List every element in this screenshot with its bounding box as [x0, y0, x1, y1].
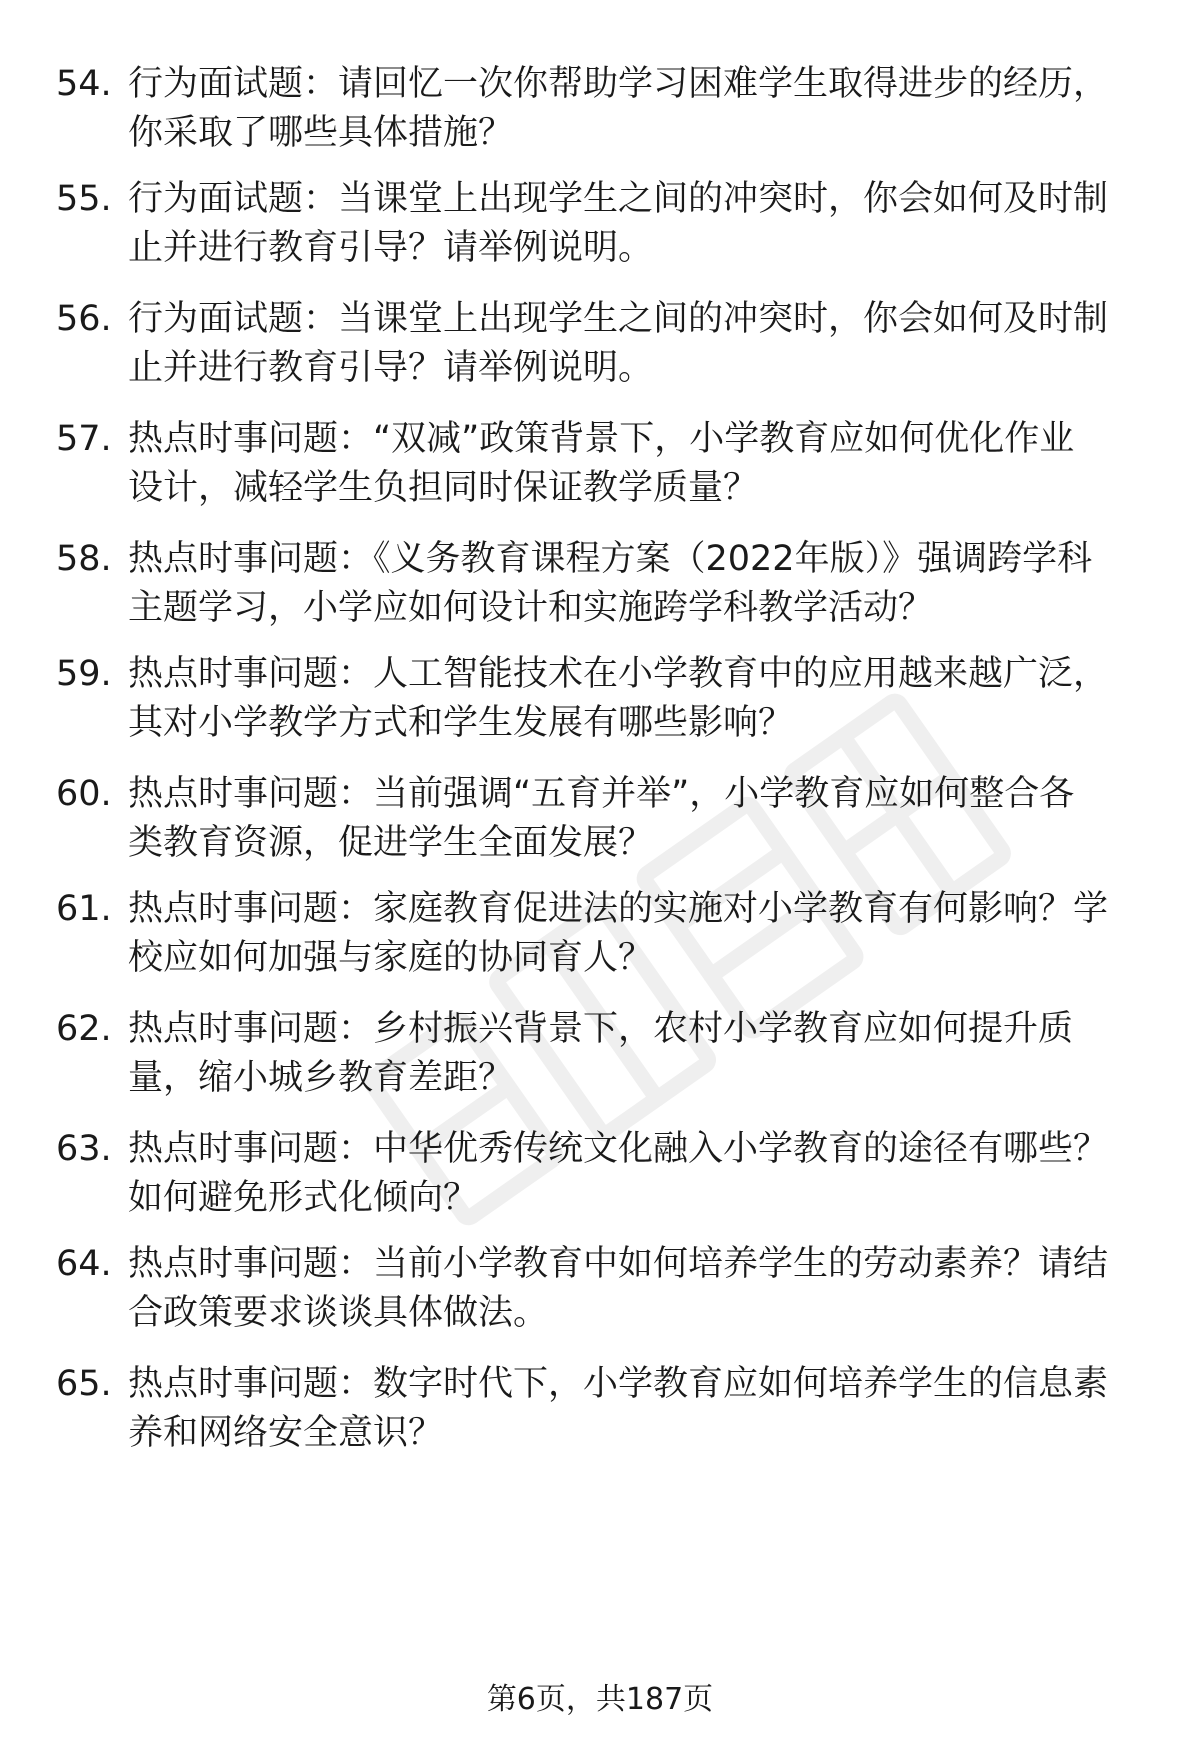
question-number: 65. [56, 1364, 112, 1404]
question-number: 54. [56, 64, 112, 104]
question-text [128, 650, 1200, 748]
question-text [128, 1005, 1200, 1103]
question-line: 校应如何加强与家庭的协同育人？ [128, 938, 654, 978]
question-text [128, 1125, 1200, 1223]
question-line: 行为面试题：请回忆一次你帮助学习困难学生取得进步的经历， [128, 64, 1109, 104]
question-text [128, 770, 1200, 868]
page-number: 第6页，共187页 [486, 1682, 714, 1717]
question-text [128, 175, 1200, 273]
question-text [128, 1360, 1200, 1458]
question-line: 热点时事问题：当前小学教育中如何培养学生的劳动素养？请结 [128, 1244, 1109, 1284]
question-text [128, 885, 1200, 983]
question-number: 59. [56, 654, 112, 694]
question-line: 热点时事问题：“双减”政策背景下，小学教育应如何优化作业 [128, 419, 1075, 459]
question-line: 行为面试题：当课堂上出现学生之间的冲突时，你会如何及时制 [128, 179, 1109, 219]
question-line: 止并进行教育引导？请举例说明。 [128, 348, 654, 388]
question-text [128, 415, 1200, 513]
question-line: 热点时事问题：《义务教育课程方案（2022年版）》强调跨学科 [128, 539, 1093, 579]
question-line: 热点时事问题：当前强调“五育并举”，小学教育应如何整合各 [128, 774, 1075, 814]
question-number: 60. [56, 774, 112, 814]
question-line: 热点时事问题：乡村振兴背景下，农村小学教育应如何提升质 [128, 1009, 1074, 1049]
question-number: 57. [56, 419, 112, 459]
question-number: 63. [56, 1129, 112, 1169]
question-number: 56. [56, 299, 112, 339]
question-line: 热点时事问题：数字时代下，小学教育应如何培养学生的信息素 [128, 1364, 1109, 1404]
question-line: 其对小学教学方式和学生发展有哪些影响？ [128, 703, 794, 743]
question-text [128, 295, 1200, 393]
question-line: 行为面试题：当课堂上出现学生之间的冲突时，你会如何及时制 [128, 299, 1109, 339]
question-line: 热点时事问题：人工智能技术在小学教育中的应用越来越广泛， [128, 654, 1109, 694]
question-number: 58. [56, 539, 112, 579]
question-line: 主题学习，小学应如何设计和实施跨学科教学活动？ [128, 588, 934, 628]
question-text [128, 1240, 1200, 1338]
question-line: 养和网络安全意识？ [128, 1413, 444, 1453]
question-line: 类教育资源，促进学生全面发展？ [128, 823, 654, 863]
question-line: 你采取了哪些具体措施？ [128, 113, 514, 153]
question-text [128, 60, 1200, 158]
question-line: 量，缩小城乡教育差距？ [128, 1058, 514, 1098]
question-text [128, 535, 1200, 633]
question-line: 合政策要求谈谈具体做法。 [128, 1293, 549, 1333]
question-number: 62. [56, 1009, 112, 1049]
question-number: 64. [56, 1244, 112, 1284]
question-number: 61. [56, 889, 112, 929]
question-line: 止并进行教育引导？请举例说明。 [128, 228, 654, 268]
question-line: 设计，减轻学生负担同时保证教学质量？ [128, 468, 759, 508]
question-line: 如何避免形式化倾向？ [128, 1178, 479, 1218]
question-line: 热点时事问题：中华优秀传统文化融入小学教育的途径有哪些？ [128, 1129, 1109, 1169]
question-number: 55. [56, 179, 112, 219]
question-line: 热点时事问题：家庭教育促进法的实施对小学教育有何影响？学 [128, 889, 1109, 929]
